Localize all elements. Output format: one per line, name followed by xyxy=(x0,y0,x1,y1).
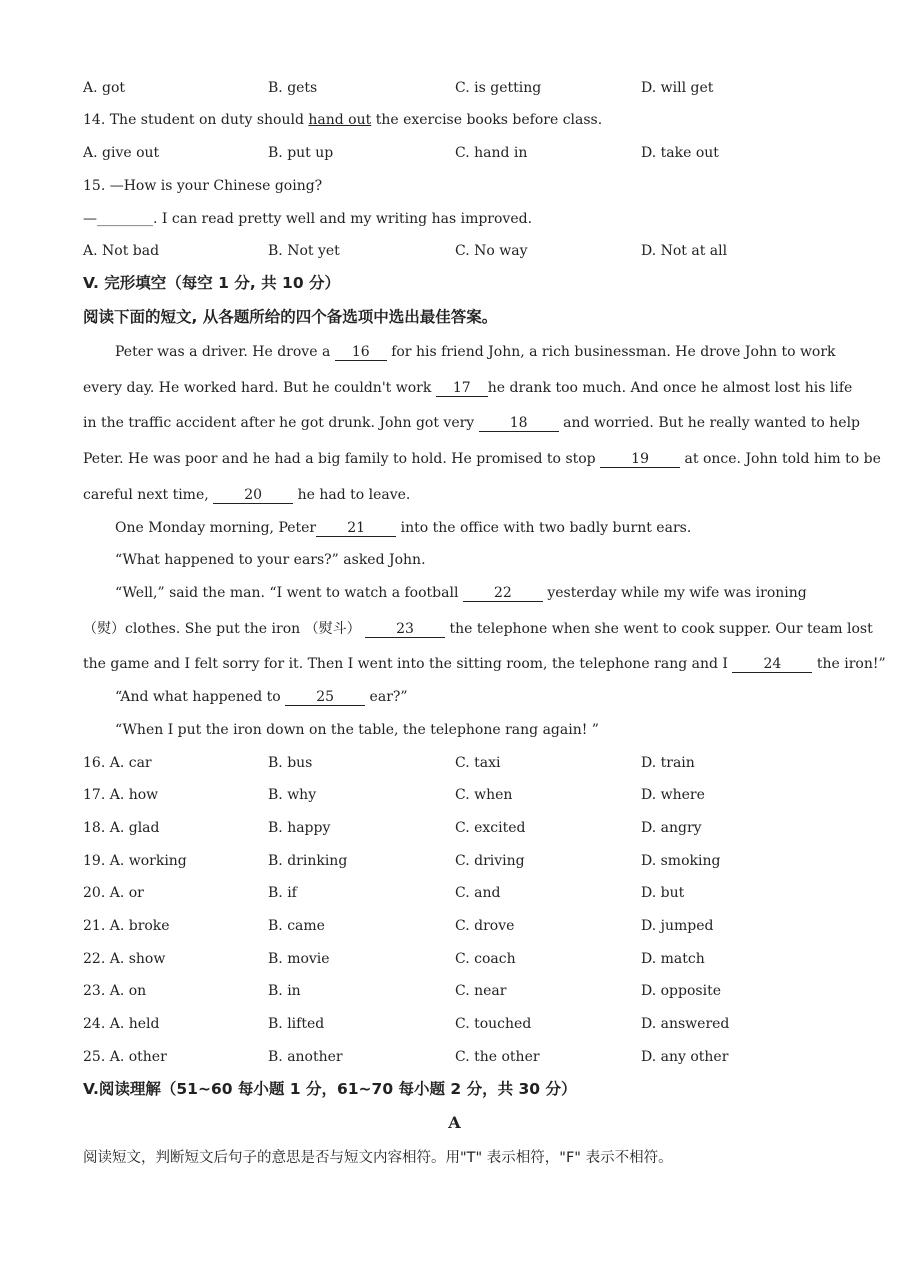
q15-option-d: D. Not at all xyxy=(641,243,728,259)
passage-text: for his friend John, a rich businessman. He drove John to work xyxy=(386,344,836,360)
blank-22: 22 xyxy=(463,586,543,602)
blank-19: 19 xyxy=(600,452,680,468)
passage-text: “Well,” said the man. “I went to watch a football xyxy=(115,585,463,601)
passage-text: ear?” xyxy=(365,689,408,705)
blank-18: 18 xyxy=(479,416,559,432)
q25-option-d: D. any other xyxy=(641,1049,729,1065)
q14-option-d: D. take out xyxy=(641,145,719,161)
q19-option-a: 19. A. working xyxy=(83,853,187,869)
passage-line-5 xyxy=(83,486,410,504)
q17-option-d: D. where xyxy=(641,787,705,803)
blank-25: 25 xyxy=(285,690,365,706)
q17-option-c: C. when xyxy=(455,787,513,803)
passage-text: he drank too much. And once he almost lost his life xyxy=(487,380,853,396)
q16-option-c: C. taxi xyxy=(455,755,501,771)
q13-option-d: D. will get xyxy=(641,80,714,96)
q25-option-b: B. another xyxy=(268,1049,343,1065)
passage-text: the game and I felt sorry for it. Then I went into the sitting room, the telephone rang and I xyxy=(83,656,733,672)
q16-option-a: 16. A. car xyxy=(83,755,152,771)
passage-line-1 xyxy=(115,343,836,361)
q25-option-a: 25. A. other xyxy=(83,1049,167,1065)
passage-line-2 xyxy=(83,379,852,397)
q15-reply-text: . I can read pretty well and my writing has improved. xyxy=(153,211,533,227)
q19-option-c: C. driving xyxy=(455,853,525,869)
passage-text: he had to leave. xyxy=(293,487,411,503)
passage-text: the iron!” xyxy=(812,656,886,672)
reading-instruction: 阅读短文，判断短文后句子的意思是否与短文内容相符。用"T" 表示相符，"F" 表示不相符。 xyxy=(83,1150,673,1166)
blank-24: 24 xyxy=(732,657,812,673)
blank-16: 16 xyxy=(335,345,387,361)
q22-option-d: D. match xyxy=(641,951,705,967)
passage-line-3 xyxy=(83,414,860,432)
passage-line-10 xyxy=(83,655,886,673)
blank-21: 21 xyxy=(316,521,396,537)
q17-option-a: 17. A. how xyxy=(83,787,159,803)
passage-text: careful next time, xyxy=(83,487,214,503)
q19-option-b: B. drinking xyxy=(268,853,348,869)
q14-underlined-phrase: hand out xyxy=(308,112,372,128)
passage-text: Peter was a driver. He drove a xyxy=(115,344,335,360)
passage-text: and worried. But he really wanted to help xyxy=(558,415,861,431)
q14-prefix: 14. The student on duty should xyxy=(83,112,309,128)
passage-text: every day. He worked hard. But he couldn't work xyxy=(83,380,436,396)
passage-line-7: “What happened to your ears?” asked John. xyxy=(115,552,426,568)
q18-option-d: D. angry xyxy=(641,820,702,836)
q23-option-d: D. opposite xyxy=(641,983,721,999)
q23-option-b: B. in xyxy=(268,983,301,999)
q16-option-b: B. bus xyxy=(268,755,313,771)
q15-reply-dash: — xyxy=(83,211,97,227)
q15-reply-blank: ________ xyxy=(97,211,153,227)
passage-line-9 xyxy=(83,620,873,638)
passage-line-12: “When I put the iron down on the table, the telephone rang again! ” xyxy=(115,722,599,738)
q18-option-b: B. happy xyxy=(268,820,331,836)
blank-20: 20 xyxy=(213,488,293,504)
q21-option-c: C. drove xyxy=(455,918,515,934)
passage-text: in the traffic accident after he got drunk. John got very xyxy=(83,415,479,431)
q15-option-a: A. Not bad xyxy=(83,243,160,259)
passage-line-8 xyxy=(115,584,807,602)
q24-option-a: 24. A. held xyxy=(83,1016,160,1032)
passage-text: at once. John told him to be xyxy=(680,451,881,467)
q21-option-d: D. jumped xyxy=(641,918,714,934)
passage-line-4 xyxy=(83,450,881,468)
passage-line-11 xyxy=(115,688,408,706)
q23-option-c: C. near xyxy=(455,983,507,999)
q14-option-b: B. put up xyxy=(268,145,334,161)
passage-text: yesterday while my wife was ironing xyxy=(542,585,807,601)
q20-option-a: 20. A. or xyxy=(83,885,144,901)
section-reading-title: V.阅读理解（51~60 每小题 1 分，61~70 每小题 2 分，共 30 分） xyxy=(83,1080,577,1098)
q24-option-d: D. answered xyxy=(641,1016,730,1032)
q15-option-c: C. No way xyxy=(455,243,528,259)
q15-stem: 15. —How is your Chinese going? xyxy=(83,178,323,194)
q14-option-c: C. hand in xyxy=(455,145,528,161)
q18-option-c: C. excited xyxy=(455,820,526,836)
section-cloze-title: V. 完形填空（每空 1 分, 共 10 分） xyxy=(83,274,341,292)
q21-option-b: B. came xyxy=(268,918,325,934)
passage-text: the telephone when she went to cook supper. Our team lost xyxy=(445,621,873,637)
passage-text: One Monday morning, Peter xyxy=(115,520,317,536)
q14-suffix: the exercise books before class. xyxy=(371,112,603,128)
q20-option-c: C. and xyxy=(455,885,501,901)
q14-stem xyxy=(83,111,602,129)
q16-option-d: D. train xyxy=(641,755,695,771)
passage-line-6 xyxy=(115,519,691,537)
q14-option-a: A. give out xyxy=(83,145,160,161)
q13-option-c: C. is getting xyxy=(455,80,542,96)
q23-option-a: 23. A. on xyxy=(83,983,147,999)
q22-option-b: B. movie xyxy=(268,951,330,967)
q13-option-a: A. got xyxy=(83,80,126,96)
blank-17: 17 xyxy=(436,381,488,397)
reading-part-label: A xyxy=(448,1113,461,1132)
q17-option-b: B. why xyxy=(268,787,317,803)
passage-text: into the office with two badly burnt ears. xyxy=(396,520,692,536)
q18-option-a: 18. A. glad xyxy=(83,820,160,836)
passage-text: “And what happened to xyxy=(115,689,286,705)
section-cloze-instruction: 阅读下面的短文, 从各题所给的四个备选项中选出最佳答案。 xyxy=(83,308,498,326)
q22-option-a: 22. A. show xyxy=(83,951,166,967)
q15-reply xyxy=(83,210,532,228)
q24-option-c: C. touched xyxy=(455,1016,532,1032)
q21-option-a: 21. A. broke xyxy=(83,918,170,934)
q24-option-b: B. lifted xyxy=(268,1016,325,1032)
q20-option-d: D. but xyxy=(641,885,685,901)
q20-option-b: B. if xyxy=(268,885,297,901)
q25-option-c: C. the other xyxy=(455,1049,540,1065)
q13-option-b: B. gets xyxy=(268,80,318,96)
blank-23: 23 xyxy=(365,622,445,638)
q15-option-b: B. Not yet xyxy=(268,243,340,259)
q22-option-c: C. coach xyxy=(455,951,516,967)
passage-text: （熨）clothes. She put the iron （熨斗） xyxy=(83,621,366,637)
passage-text: Peter. He was poor and he had a big family to hold. He promised to stop xyxy=(83,451,601,467)
q19-option-d: D. smoking xyxy=(641,853,721,869)
